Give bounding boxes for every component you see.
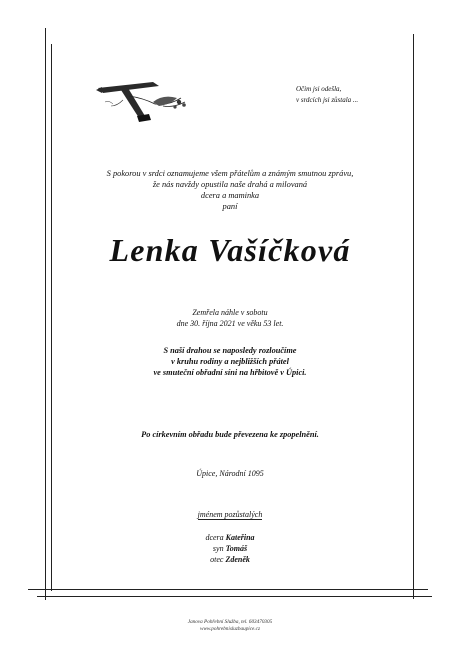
family-member bbox=[100, 532, 360, 543]
address: Úpice, Národní 1095 bbox=[196, 469, 264, 478]
family-member bbox=[100, 543, 360, 554]
intro-line: dcera a maminka bbox=[200, 191, 260, 200]
deceased-name: Lenka Vašíčková bbox=[109, 232, 351, 268]
farewell-line: ve smuteční obřadní síni na hřbitově v Úpici. bbox=[153, 368, 307, 377]
farewell-line: S naší drahou se naposledy rozloučíme bbox=[163, 346, 297, 355]
frame-line-bottom-lower bbox=[37, 596, 432, 597]
footer-line: Janova Pohřební Služba, tel. 603470305 bbox=[187, 619, 273, 625]
cross-with-flowers-icon bbox=[93, 76, 193, 126]
death-line: Zemřela náhle v sobotu bbox=[192, 308, 268, 317]
family-list bbox=[100, 532, 360, 565]
cremation-notice: Po církevním obřadu bude převezena ke zpopelnění. bbox=[141, 430, 319, 439]
motto-line: v srdcích jsi zůstala ... bbox=[296, 96, 359, 104]
announcement-intro bbox=[50, 168, 410, 212]
motto-line: Očim jsi odešla, bbox=[296, 85, 342, 93]
frame-line-left-inner bbox=[51, 44, 52, 591]
funeral-service-footer bbox=[130, 619, 330, 633]
family-relation: dcera bbox=[205, 533, 224, 542]
on-behalf-label: jménem pozůstalých bbox=[197, 510, 263, 519]
family-name: Tomáš bbox=[225, 544, 248, 553]
farewell-notice bbox=[100, 345, 360, 378]
on-behalf-heading bbox=[160, 510, 300, 519]
footer-website: www.pohrebnisluzbaupice.cz bbox=[200, 626, 260, 632]
farewell-line: v kruhu rodiny a nejbližších přátel bbox=[171, 357, 289, 366]
frame-line-bottom-upper bbox=[28, 589, 428, 590]
intro-line: paní bbox=[222, 202, 238, 211]
family-name: Kateřina bbox=[225, 533, 255, 542]
intro-line: S pokorou v srdci oznamujeme všem přátelům a známým smutnou zprávu, bbox=[106, 169, 354, 178]
death-notice bbox=[150, 307, 310, 329]
frame-line-right bbox=[413, 34, 414, 599]
family-member bbox=[100, 554, 360, 565]
family-relation: otec bbox=[210, 555, 224, 564]
death-line: dne 30. října 2021 ve věku 53 let. bbox=[176, 319, 284, 328]
family-name: Zdeněk bbox=[225, 555, 250, 564]
motto bbox=[296, 84, 358, 106]
frame-line-left-outer bbox=[45, 28, 46, 600]
family-relation: syn bbox=[212, 544, 224, 553]
intro-line: že nás navždy opustila naše drahá a milovaná bbox=[152, 180, 308, 189]
